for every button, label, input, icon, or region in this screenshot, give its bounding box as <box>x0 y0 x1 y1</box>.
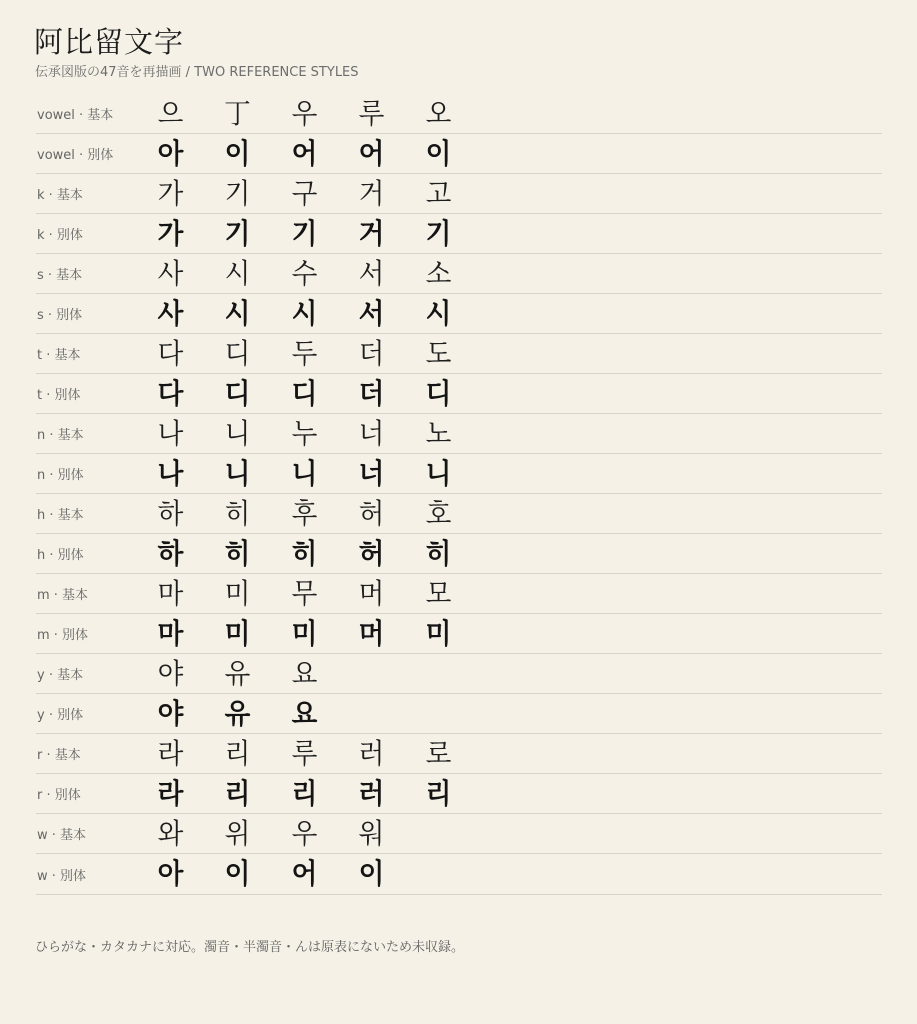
glyph-cell: 우 <box>291 816 318 850</box>
glyph-cell: 위 <box>224 816 251 850</box>
glyph-cell: 서 <box>358 296 385 330</box>
row-label: w · 基本 <box>37 828 87 843</box>
row-label: h · 基本 <box>37 508 84 523</box>
table-row <box>36 774 882 814</box>
table-row <box>36 254 882 294</box>
glyph-cell: 리 <box>224 776 251 810</box>
row-label: r · 基本 <box>37 748 81 763</box>
glyph-cell: 호 <box>425 496 452 530</box>
glyph-cell: 디 <box>425 376 452 410</box>
row-label: y · 別体 <box>37 708 84 723</box>
row-label: n · 別体 <box>37 468 84 483</box>
table-row <box>36 454 882 494</box>
glyph-cell: 니 <box>224 456 251 490</box>
glyph-cells <box>137 254 472 294</box>
glyph-cell: 거 <box>358 176 385 210</box>
glyph-cell: 디 <box>224 376 251 410</box>
glyph-cell: 미 <box>291 616 318 650</box>
glyph-cell: 라 <box>157 736 184 770</box>
glyph-cell: 러 <box>358 736 385 770</box>
glyph-cell: 누 <box>291 416 318 450</box>
glyph-cell: 루 <box>358 96 385 130</box>
row-label: r · 別体 <box>37 788 81 803</box>
glyph-cell: 요 <box>291 696 318 730</box>
glyph-cells <box>137 294 472 334</box>
glyph-cells <box>137 734 472 774</box>
glyph-cell: 머 <box>358 616 385 650</box>
row-label: m · 基本 <box>37 588 89 603</box>
glyph-cell: 서 <box>358 256 385 290</box>
row-label: w · 別体 <box>37 868 87 884</box>
glyph-cells <box>137 774 472 814</box>
row-label: vowel · 基本 <box>37 108 114 123</box>
glyph-cell: 하 <box>157 536 184 570</box>
table-row <box>36 134 882 174</box>
glyph-cell: 야 <box>157 696 184 730</box>
row-label: h · 別体 <box>37 548 84 563</box>
glyph-cell: 너 <box>358 456 385 490</box>
glyph-cell: 이 <box>224 136 251 170</box>
glyph-cell: 미 <box>425 616 452 650</box>
table-row <box>36 534 882 574</box>
glyph-cell: 기 <box>291 216 318 250</box>
row-label: s · 基本 <box>37 268 83 283</box>
table-row <box>36 654 882 694</box>
glyph-cell: 어 <box>291 857 318 890</box>
table-row <box>36 854 882 895</box>
table-row <box>36 174 882 214</box>
glyph-cell: 어 <box>291 136 318 170</box>
glyph-cell: 니 <box>224 416 251 450</box>
glyph-table <box>36 94 882 895</box>
glyph-cell: 시 <box>224 296 251 330</box>
glyph-cells <box>137 694 338 734</box>
glyph-cell: 아 <box>157 857 184 890</box>
glyph-cell: 수 <box>291 256 318 290</box>
glyph-cell: 가 <box>157 176 184 210</box>
glyph-cell: 허 <box>358 496 385 530</box>
glyph-cell: 이 <box>358 857 385 890</box>
glyph-cell: 리 <box>425 776 452 810</box>
glyph-cell: 다 <box>157 376 184 410</box>
glyph-cell: 야 <box>157 656 184 690</box>
glyph-cell: 두 <box>291 336 318 370</box>
glyph-cell: 로 <box>425 736 452 770</box>
glyph-cell: 미 <box>224 576 251 610</box>
row-label: t · 基本 <box>37 348 81 363</box>
row-label: y · 基本 <box>37 668 84 683</box>
glyph-cell: 니 <box>425 456 452 490</box>
table-row <box>36 694 882 734</box>
glyph-cell: 기 <box>224 176 251 210</box>
glyph-cells <box>137 94 472 134</box>
row-label: vowel · 別体 <box>37 148 114 163</box>
glyph-cell: 시 <box>291 296 318 330</box>
glyph-cell: 이 <box>425 136 452 170</box>
glyph-cells <box>137 574 472 614</box>
glyph-cell: 시 <box>425 296 452 330</box>
glyph-cell: 와 <box>157 816 184 850</box>
table-row <box>36 214 882 254</box>
table-row <box>36 814 882 854</box>
glyph-cell: 거 <box>358 216 385 250</box>
glyph-cell: 라 <box>157 776 184 810</box>
glyph-cell: 리 <box>291 776 318 810</box>
glyph-cell: 다 <box>157 336 184 370</box>
table-row <box>36 334 882 374</box>
glyph-cell: 사 <box>157 296 184 330</box>
glyph-cell: 구 <box>291 176 318 210</box>
glyph-cell: 마 <box>157 616 184 650</box>
glyph-cell: 우 <box>291 96 318 130</box>
glyph-cell: 사 <box>157 256 184 290</box>
glyph-cell: 마 <box>157 576 184 610</box>
glyph-cell: 소 <box>425 256 452 290</box>
glyph-cells <box>137 494 472 534</box>
glyph-cell: 가 <box>157 216 184 250</box>
glyph-cell: 나 <box>157 416 184 450</box>
glyph-cells <box>137 174 472 214</box>
row-label: n · 基本 <box>37 428 84 443</box>
glyph-cells <box>137 614 472 654</box>
table-row <box>36 494 882 534</box>
glyph-cell: 나 <box>157 456 184 490</box>
page-subtitle: 伝承図版の47音を再描画 / TWO REFERENCE STYLES <box>35 65 359 80</box>
glyph-cells <box>137 534 472 574</box>
glyph-cell: 히 <box>425 536 452 570</box>
glyph-cells <box>137 814 405 854</box>
table-row <box>36 94 882 134</box>
glyph-cell: 히 <box>224 496 251 530</box>
glyph-cell: 니 <box>291 456 318 490</box>
glyph-cell: 후 <box>291 496 318 530</box>
glyph-cell: 허 <box>358 536 385 570</box>
glyph-cells <box>137 854 405 894</box>
glyph-cell: 무 <box>291 576 318 610</box>
table-row <box>36 414 882 454</box>
glyph-cell: 요 <box>291 656 318 690</box>
glyph-cell: 시 <box>224 256 251 290</box>
glyph-cell: 디 <box>291 376 318 410</box>
row-label: m · 別体 <box>37 628 89 643</box>
glyph-cell: 유 <box>224 656 251 690</box>
glyph-cell: 너 <box>358 416 385 450</box>
row-label: k · 基本 <box>37 188 83 203</box>
footnote: ひらがな・カタカナに対応。濁音・半濁音・んは原表にないため未収録。 <box>35 940 465 955</box>
glyph-cells <box>137 214 472 254</box>
glyph-cells <box>137 134 472 174</box>
glyph-cell: 히 <box>224 536 251 570</box>
glyph-cell: 루 <box>291 736 318 770</box>
glyph-cell: 이 <box>224 857 251 890</box>
table-row <box>36 614 882 654</box>
glyph-cell: 모 <box>425 576 452 610</box>
row-label: k · 別体 <box>37 228 83 243</box>
row-label: s · 別体 <box>37 308 83 323</box>
glyph-cell: 오 <box>425 96 452 130</box>
glyph-cell: 도 <box>425 336 452 370</box>
glyph-cells <box>137 654 338 694</box>
glyph-cell: 고 <box>425 176 452 210</box>
glyph-cell: 더 <box>358 376 385 410</box>
glyph-cell: 리 <box>224 736 251 770</box>
glyph-cell: 아 <box>157 136 184 170</box>
table-row <box>36 374 882 414</box>
row-label: t · 別体 <box>37 388 81 403</box>
glyph-cell: 히 <box>291 536 318 570</box>
glyph-cell: 워 <box>358 816 385 850</box>
glyph-cell: 노 <box>425 416 452 450</box>
glyph-cells <box>137 334 472 374</box>
glyph-cell: 하 <box>157 496 184 530</box>
glyph-cells <box>137 374 472 414</box>
glyph-cell: 러 <box>358 776 385 810</box>
glyph-cells <box>137 414 472 454</box>
glyph-cells <box>137 454 472 494</box>
table-row <box>36 574 882 614</box>
glyph-cell: 기 <box>425 216 452 250</box>
table-row <box>36 734 882 774</box>
glyph-cell: 기 <box>224 216 251 250</box>
glyph-cell: 디 <box>224 336 251 370</box>
glyph-cell: 더 <box>358 336 385 370</box>
glyph-cell: 머 <box>358 576 385 610</box>
table-row <box>36 294 882 334</box>
glyph-cell: 으 <box>157 96 184 130</box>
glyph-cell: 미 <box>224 616 251 650</box>
glyph-cell: 유 <box>224 696 251 730</box>
glyph-cell: 丁 <box>224 96 251 130</box>
glyph-cell: 어 <box>358 136 385 170</box>
page-title: 阿比留文字 <box>34 25 185 59</box>
